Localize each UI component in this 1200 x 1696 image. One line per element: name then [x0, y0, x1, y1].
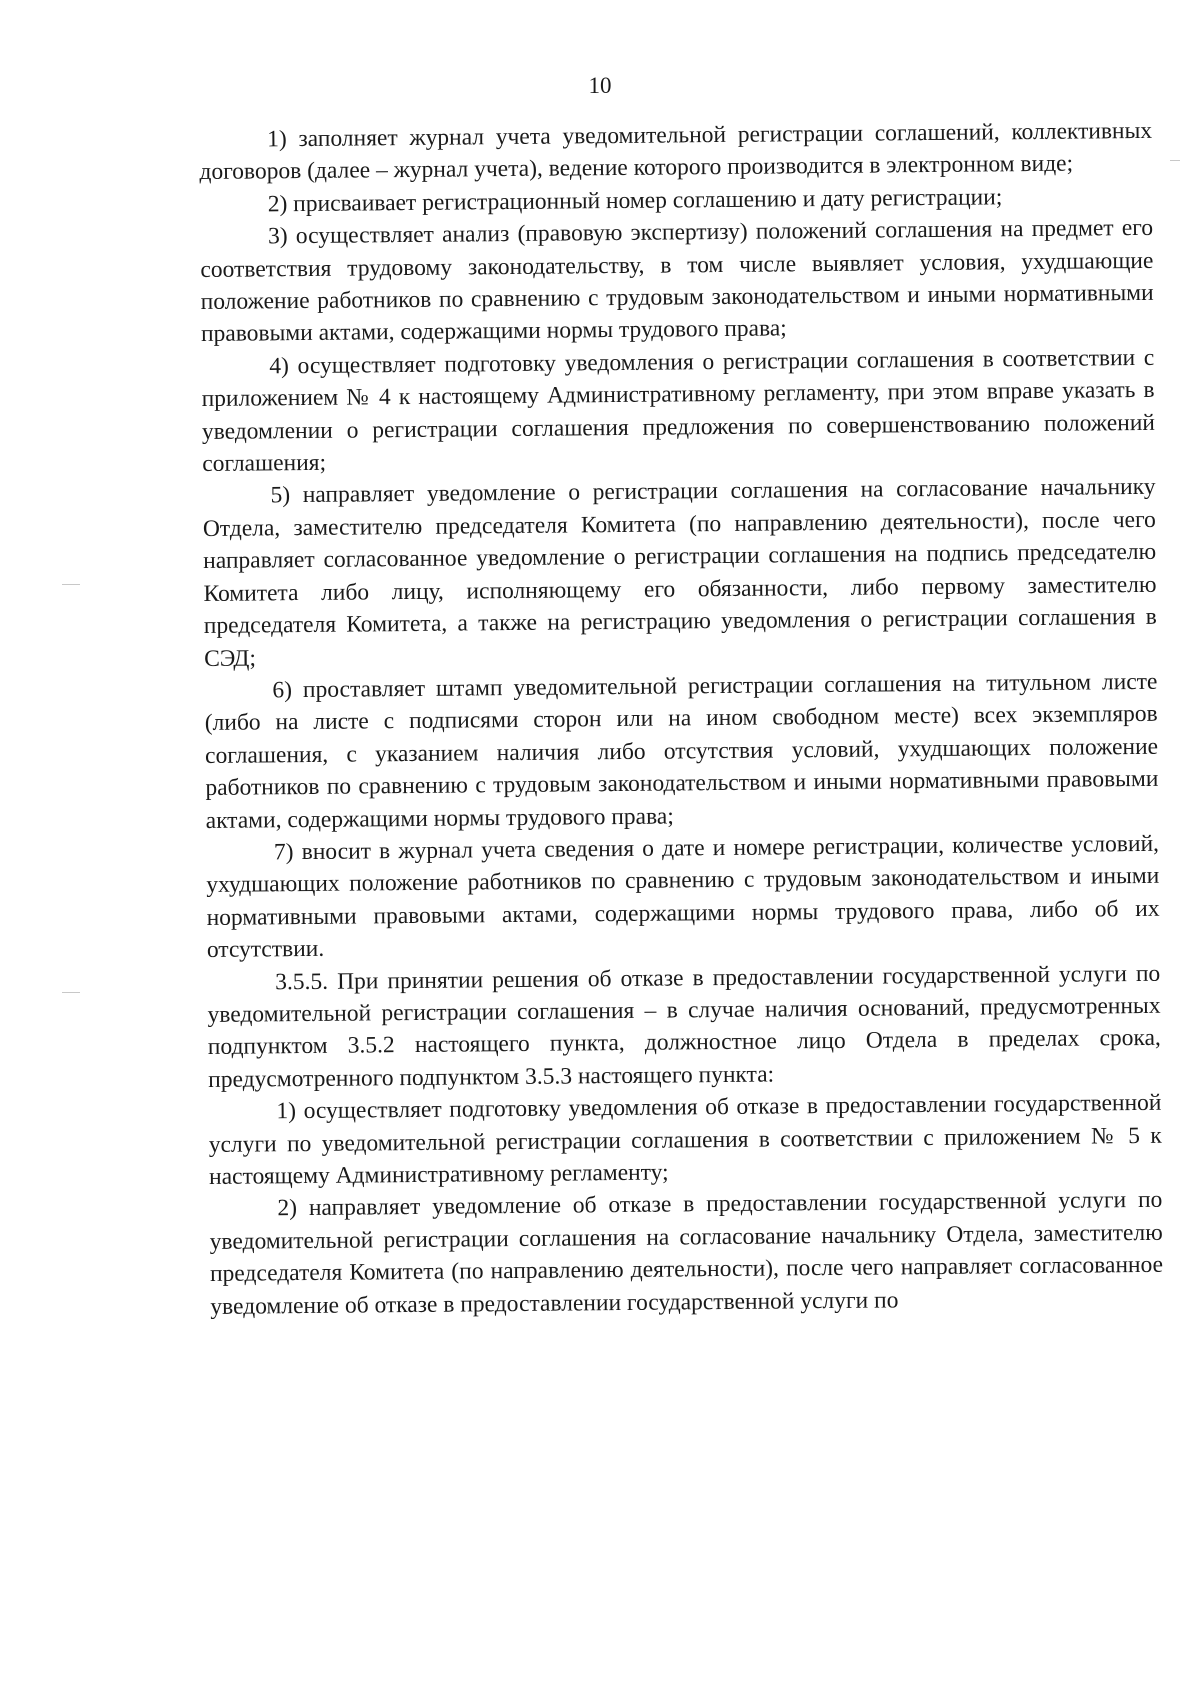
paragraph-item-6: 6) проставляет штамп уведомительной регистрации соглашения на титульном листе (либо на листе с подписями сторон или на ином свободном месте) всех экземпляров соглашения, с указанием наличия либо отсутствия условий, ухудшающих положение работников по сравнению с трудовым законодательством и иными нормативными правовыми актами, содержащими нормы трудового права; — [204, 668, 1159, 834]
paragraph-3-5-5: 3.5.5. При принятии решения об отказе в предоставлении государственной услуги по уведомительной регистрации соглашения – в случае наличия оснований, предусмотренных подпунктом 3.5.2 настоящего пункта, должностное лицо Отдела в пределах срока, предусмотренного подпунктом 3.5.3 настоящего пункта: — [207, 960, 1161, 1093]
page-number: 10 — [588, 73, 612, 98]
paragraph-refusal-item-1: 1) осуществляет подготовку уведомления об отказе в предоставлении государственной услуги по уведомительной регистрации соглашения в соответствии с приложением № 5 к настоящему Административному регламенту; — [208, 1089, 1162, 1190]
paragraph-item-7: 7) вносит в журнал учета сведения о дате и номере регистрации, количестве условий, ухудшающих положение работников по сравнению с трудовым законодательством и иными нормативными правовыми актами, содержащими нормы трудового права, либо об их отсутствии. — [206, 830, 1160, 964]
paragraph-item-1: 1) заполняет журнал учета уведомительной регистрации соглашений, коллективных договоров (далее – журнал учета), ведение которого производится в электронном виде; — [199, 117, 1153, 186]
scan-margin-mark — [62, 992, 80, 993]
paragraph-item-3: 3) осуществляет анализ (правовую экспертизу) положений соглашения на предмет его соответствия трудовому законодательству, в том числе выявляет условия, ухудшающие положение работников по сравнению с трудовым законодательством и иными нормативными правовыми актами, содержащими нормы трудового права; — [200, 215, 1154, 348]
paragraph-item-5: 5) направляет уведомление о регистрации соглашения на согласование начальнику Отдела, заместителю председателя Комитета (по направлению деятельности), после чего направляет согласованное уведомление о регистрации соглашения на подпись председателю Комитета либо лицу, исполняющему его обязанности, либо первому заместителю председателя Комитета, а также на регистрацию уведомления о регистрации соглашения в СЭД; — [202, 474, 1157, 672]
paragraph-item-4: 4) осуществляет подготовку уведомления о регистрации соглашения в соответствии с приложением № 4 к настоящему Административному регламенту, при этом вправе указать в уведомлении о регистрации соглашения предложения по совершенствованию положений соглашения; — [201, 344, 1156, 478]
document-body — [199, 115, 1163, 1323]
scan-margin-mark — [62, 584, 80, 585]
scan-margin-mark — [1170, 160, 1180, 161]
paragraph-refusal-item-2: 2) направляет уведомление об отказе в предоставлении государственной услуги по уведомительной регистрации соглашения на согласование начальнику Отдела, заместителю председателя Комитета (по направлению деятельности), после чего направляет согласованное уведомление об отказе в предоставлении государственной услуги по — [209, 1187, 1164, 1320]
paragraph-item-2: 2) присваивает регистрационный номер соглашению и дату регистрации; — [267, 184, 1003, 218]
